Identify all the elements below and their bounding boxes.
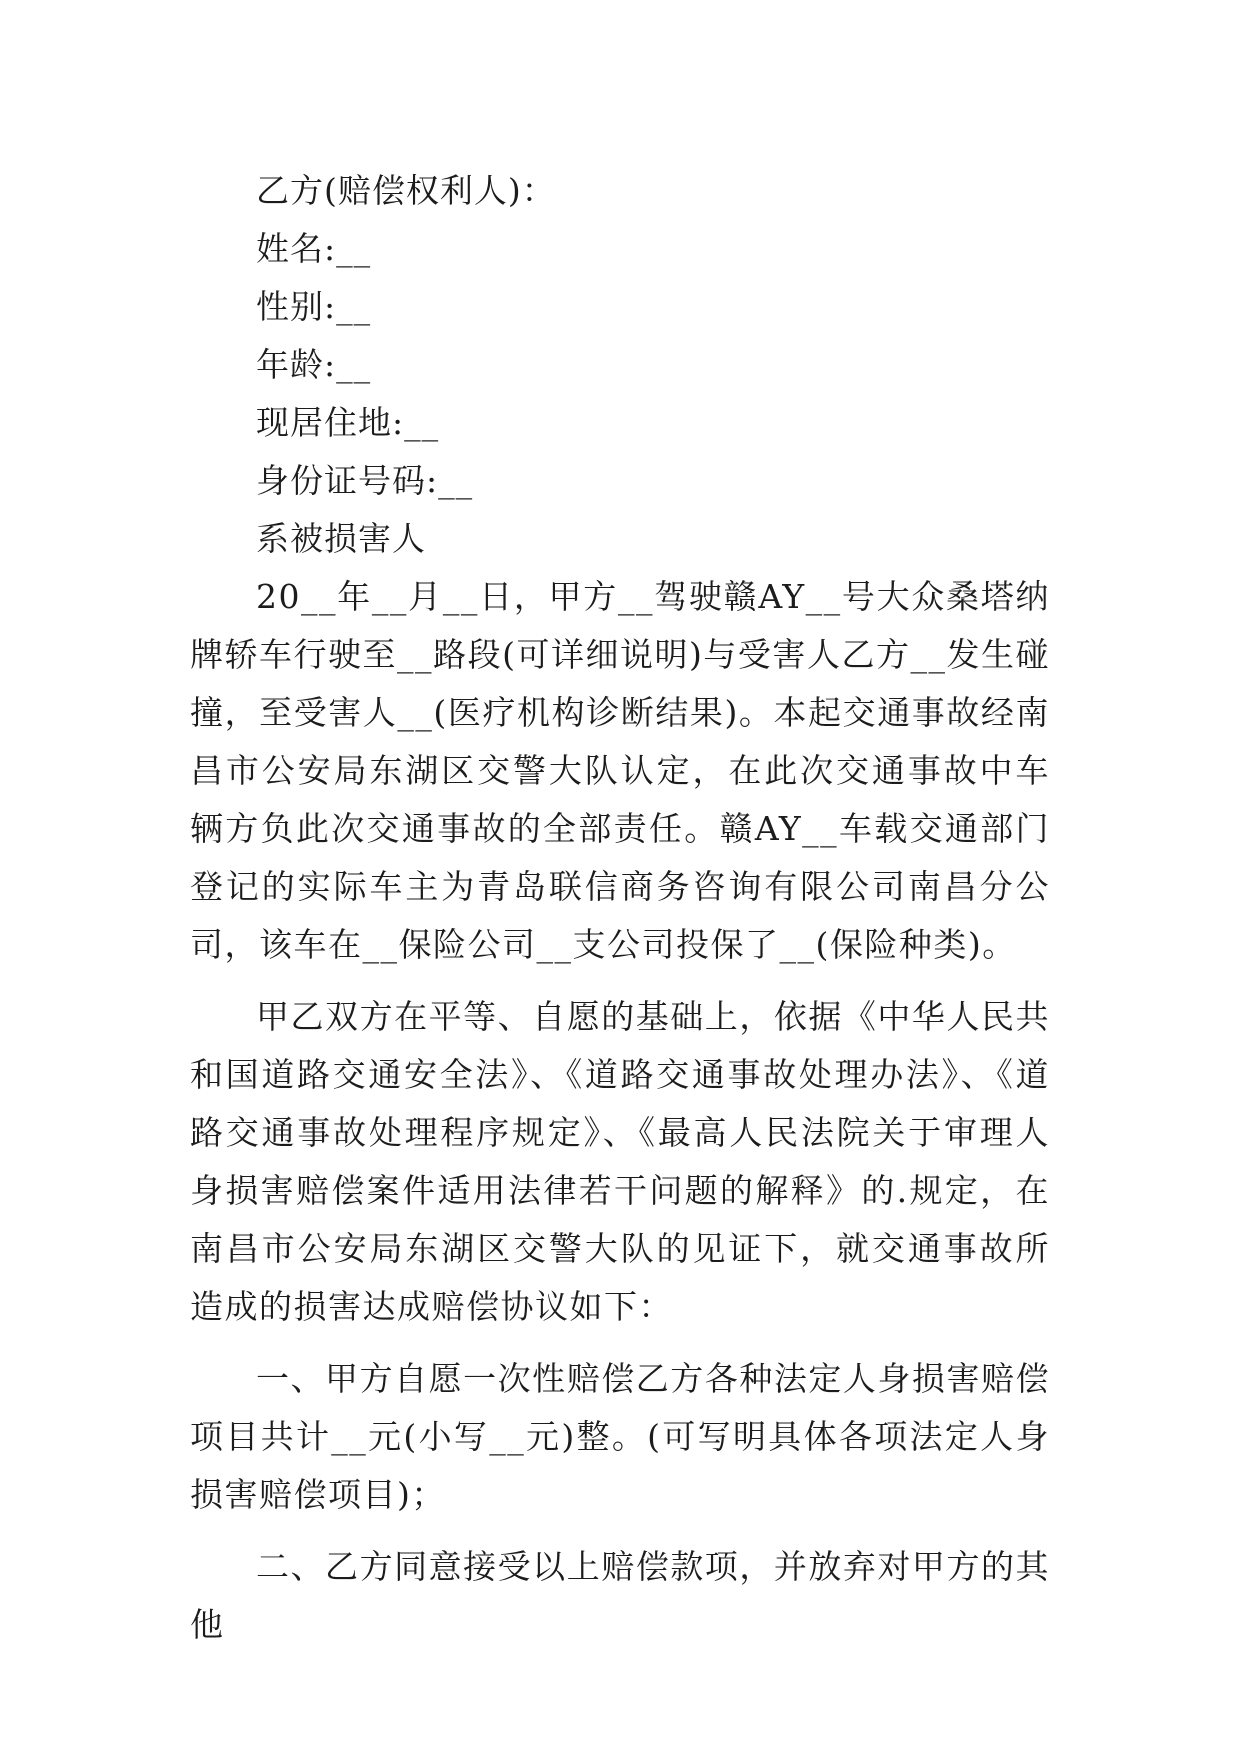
party-b-age: 年龄:__ [256,345,372,384]
party-b-gender: 性别:__ [256,287,372,326]
party-b-id-number: 身份证号码:__ [256,461,474,500]
paragraph-gap [190,1336,1050,1350]
party-b-address: 现居住地:__ [256,403,440,442]
party-b-name: 姓名:__ [256,229,372,268]
party-b-relation: 系被损害人 [256,519,426,558]
paragraph-gap [190,1524,1050,1538]
party-b-heading: 乙方(赔偿权利人)： [256,171,556,210]
accident-paragraph: 20__年__月__日，甲方__驾驶赣AY__号大众桑塔纳牌轿车行驶至__路段(可详细说明)与受害人乙方__发生碰撞，至受害人__(医疗机构诊断结果)。本起交通事故经南昌市公安局东湖区交警大队认定，在此次交通事故中车辆方负此次交通事故的全部责任。赣AY__车载交通部门登记的实际车主为青岛联信商务咨询有限公司南昌分公司，该车在__保险公司__支公司投保了__(保险种类)。 [190,577,1050,964]
clause-1-paragraph: 一、甲方自愿一次性赔偿乙方各种法定人身损害赔偿项目共计__元(小写__元)整。(可写明具体各项法定人身损害赔偿项目)； [190,1359,1050,1514]
clause-2-paragraph: 二、乙方同意接受以上赔偿款项，并放弃对甲方的其他 [190,1547,1050,1644]
document-body [190,162,1050,1654]
basis-paragraph: 甲乙双方在平等、自愿的基础上，依据《中华人民共和国道路交通安全法》、《道路交通事故处理办法》、《道路交通事故处理程序规定》、《最高人民法院关于审理人身损害赔偿案件适用法律若干问题的解释》的.规定，在南昌市公安局东湖区交警大队的见证下，就交通事故所造成的损害达成赔偿协议如下： [190,997,1050,1326]
paragraph-gap [190,974,1050,988]
